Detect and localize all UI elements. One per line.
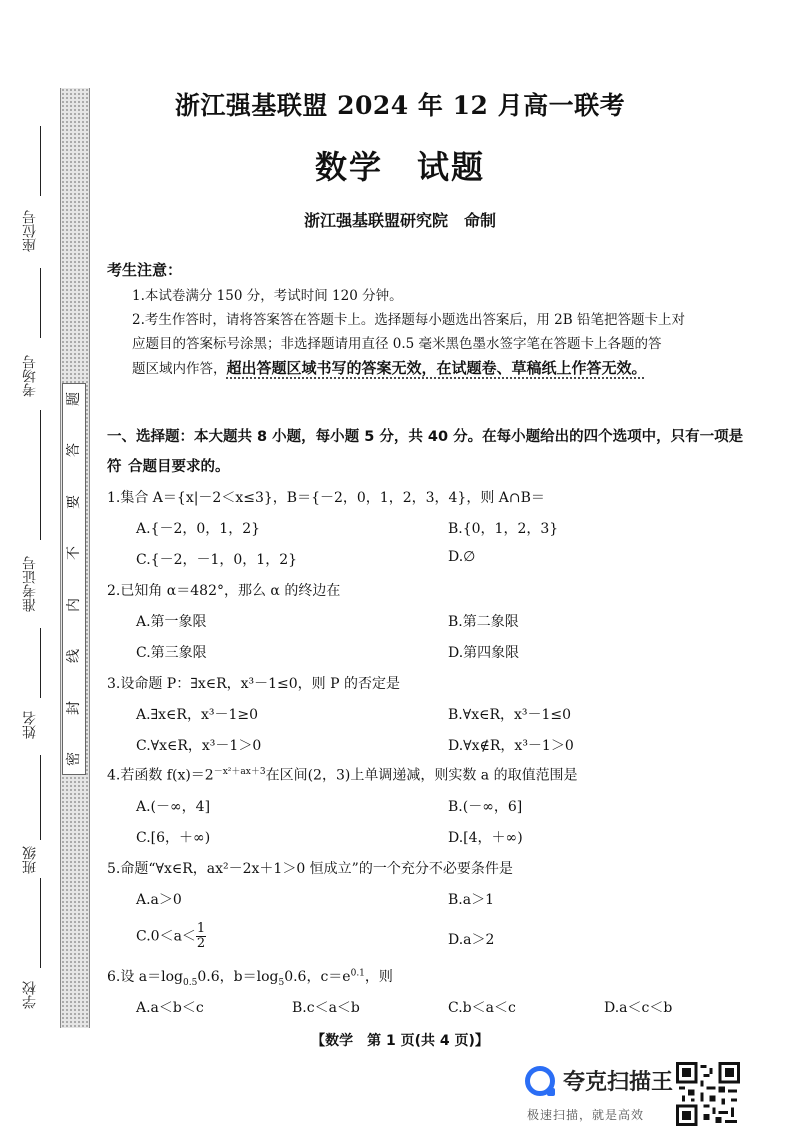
question-6-option-c: C.b＜a＜c bbox=[448, 1000, 516, 1016]
seal-char: 答 bbox=[66, 443, 82, 458]
scanner-brand bbox=[525, 1065, 673, 1096]
question-3-option-a: A.∃x∈R，x³－1≥0 bbox=[136, 707, 259, 723]
question-4-stem-a: 4.若函数 f(x)＝2 bbox=[107, 767, 214, 784]
question-6-stem-b: 0.6，b＝log bbox=[197, 969, 279, 985]
name-label: 姓名 bbox=[22, 711, 38, 739]
question-4-option-d: D.[4，＋∞) bbox=[448, 830, 523, 846]
fraction bbox=[196, 922, 206, 951]
question-2-option-d: D.第四象限 bbox=[448, 645, 520, 661]
seat-label: 座位号 bbox=[22, 210, 38, 252]
question-4-option-a: A.(－∞，4] bbox=[136, 799, 211, 815]
quark-logo-icon bbox=[525, 1066, 555, 1096]
brand-slogan: 极速扫描，就是高效 bbox=[527, 1108, 645, 1122]
exam-subject: 数学 试题 bbox=[314, 148, 485, 186]
question-6-option-a: A.a＜b＜c bbox=[136, 1000, 204, 1016]
question-5-option-a: A.a＞0 bbox=[136, 892, 182, 908]
school-line bbox=[40, 878, 41, 968]
question-4-stem-b: 在区间(2，3)上单调递减，则实数 a 的取值范围是 bbox=[265, 767, 578, 784]
question-2-option-c: C.第三象限 bbox=[136, 645, 207, 661]
room-label: 考场号 bbox=[22, 355, 38, 397]
question-1-option-d: D.∅ bbox=[448, 549, 476, 565]
question-6-base-2: 5 bbox=[278, 977, 285, 988]
question-6-stem-a: 6.设 a＝log bbox=[107, 969, 184, 985]
page-footer: 【数学 第 1 页(共 4 页)】 bbox=[311, 1033, 489, 1049]
question-5-option-c bbox=[136, 922, 206, 951]
question-3-stem: 3.设命题 P：∃x∈R，x³－1≤0，则 P 的否定是 bbox=[107, 676, 400, 692]
ticket-line bbox=[40, 410, 41, 540]
question-1-option-c: C.{－2，－1，0，1，2} bbox=[136, 552, 298, 568]
class-label: 班级 bbox=[22, 846, 38, 874]
question-4-exponent: －x²＋ax＋3 bbox=[213, 767, 266, 777]
exam-title: 浙江强基联盟 2024 年 12 月高一联考 bbox=[174, 91, 626, 120]
seal-char: 不 bbox=[66, 546, 82, 561]
ticket-label: 准考证号 bbox=[22, 556, 38, 612]
question-6-option-b: B.c＜a＜b bbox=[292, 1000, 360, 1016]
name-line bbox=[40, 628, 41, 698]
question-3-option-d: D.∀x∉R，x³－1＞0 bbox=[448, 738, 574, 754]
section-1-instruction-cont: 合题目要求的。 bbox=[128, 459, 230, 475]
qr-code-icon bbox=[676, 1062, 740, 1126]
question-5-option-c-text: C.0＜a＜ bbox=[136, 928, 196, 945]
notice-item-2-line-2: 应题目的答案标号涂黑；非选择题请用直径 0.5 毫米黑色墨水签字笔在答题卡上各题的答 bbox=[132, 336, 662, 352]
notice-item-2-line-1: 2.考生作答时，请将答案答在答题卡上。选择题每小题选出答案后，用 2B 铅笔把答题卡上对 bbox=[132, 312, 685, 328]
question-5-stem: 5.命题“∀x∈R，ax²－2x＋1＞0 恒成立”的一个充分不必要条件是 bbox=[107, 861, 513, 877]
question-2-option-b: B.第二象限 bbox=[448, 614, 519, 630]
seal-char: 密 bbox=[66, 751, 82, 766]
question-3-option-b: B.∀x∈R，x³－1≤0 bbox=[448, 707, 572, 723]
question-5-option-d: D.a＞2 bbox=[448, 932, 495, 948]
seal-char: 线 bbox=[66, 649, 82, 664]
notice-item-2-line-3 bbox=[132, 356, 722, 381]
seal-notice bbox=[62, 383, 86, 775]
seal-char: 内 bbox=[66, 597, 82, 612]
question-6-exponent: 0.1 bbox=[350, 968, 365, 979]
seal-char: 封 bbox=[66, 700, 82, 715]
room-line bbox=[40, 268, 41, 338]
question-6-base-1: 0.5 bbox=[183, 977, 198, 988]
seal-char: 题 bbox=[66, 392, 82, 406]
school-label: 学校 bbox=[22, 981, 38, 1009]
notice-item-1: 1.本试卷满分 150 分，考试时间 120 分钟。 bbox=[132, 288, 403, 304]
brand-name: 夸克扫描王 bbox=[563, 1070, 674, 1095]
seat-line bbox=[40, 126, 41, 196]
question-2-option-a: A.第一象限 bbox=[136, 614, 207, 630]
exam-author: 浙江强基联盟研究院 命制 bbox=[303, 211, 496, 230]
notice-emphasis: 超出答题区域书写的答案无效，在试题卷、草稿纸上作答无效。 bbox=[226, 359, 647, 377]
notice-heading: 考生注意： bbox=[107, 261, 183, 279]
question-6-stem-c: 0.6，c＝e bbox=[284, 969, 351, 985]
section-1-instruction: 一、选择题：本大题共 8 小题，每小题 5 分，共 40 分。在每小题给出的四个选项中，只有一项是符 bbox=[107, 429, 744, 475]
notice-text: 题区域内作答， bbox=[132, 361, 227, 377]
question-6-stem bbox=[107, 966, 393, 988]
fraction-numerator: 1 bbox=[196, 921, 206, 936]
question-3-option-c: C.∀x∈R，x³－1＞0 bbox=[136, 738, 262, 754]
question-1-option-b: B.{0，1，2，3} bbox=[448, 521, 559, 537]
question-4-option-c: C.[6，＋∞) bbox=[136, 830, 211, 846]
question-6-option-d: D.a＜c＜b bbox=[604, 1000, 673, 1016]
question-5-option-b: B.a＞1 bbox=[448, 892, 494, 908]
fraction-denominator: 2 bbox=[196, 936, 206, 951]
question-6-stem-d: ，则 bbox=[364, 969, 393, 985]
seal-char: 要 bbox=[66, 494, 82, 509]
question-1-stem: 1.集合 A＝{x|－2＜x≤3}，B＝{－2，0，1，2，3，4}，则 A∩B＝ bbox=[107, 490, 545, 506]
question-4-stem bbox=[107, 764, 578, 785]
question-1-option-a: A.{－2，0，1，2} bbox=[136, 521, 261, 537]
question-2-stem: 2.已知角 α＝482°，那么 α 的终边在 bbox=[107, 583, 341, 599]
class-line bbox=[40, 755, 41, 840]
question-4-option-b: B.(－∞，6] bbox=[448, 799, 523, 815]
